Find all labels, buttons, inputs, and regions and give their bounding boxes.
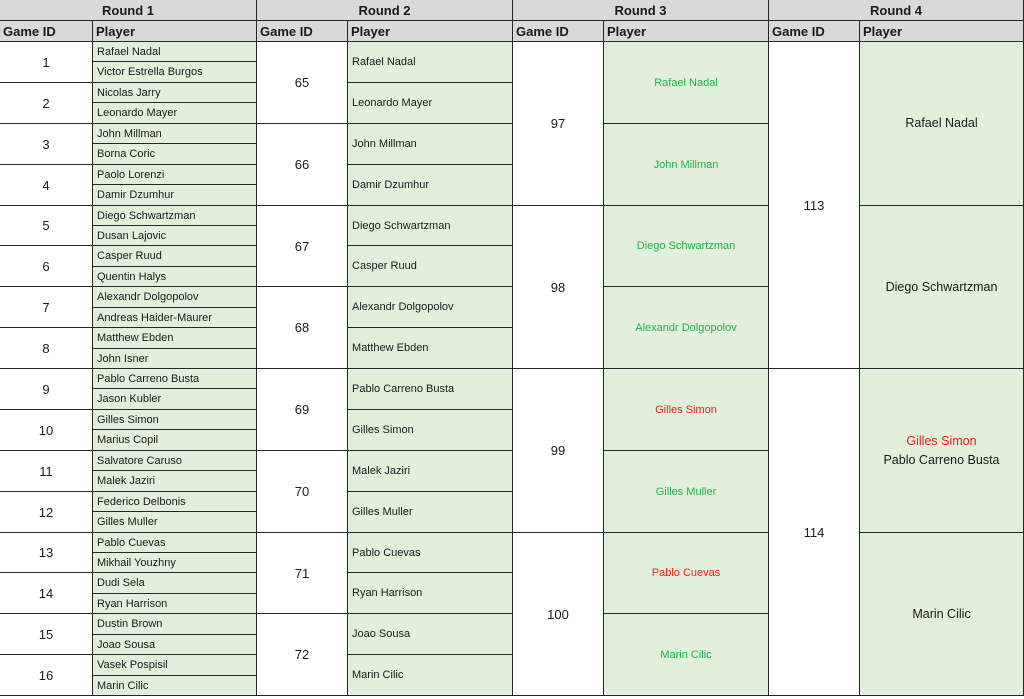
- round3-player-cell: [604, 451, 769, 533]
- round4-player-cell: [860, 533, 1024, 696]
- round1-player-cell: [93, 512, 257, 533]
- cell-text: 100: [547, 606, 569, 622]
- cell-text: Pablo Carreno Busta: [352, 383, 455, 395]
- round1-player-cell: [93, 144, 257, 165]
- round2-game-id: [257, 124, 348, 206]
- round2-player-cell: [348, 451, 513, 492]
- cell-text: Vasek Pospisil: [97, 659, 168, 671]
- round3-player-cell: [604, 533, 769, 614]
- round1-player-cell: [93, 676, 257, 696]
- cell-text: Leonardo Mayer: [352, 97, 433, 109]
- cell-text: Rafael Nadal: [97, 45, 161, 58]
- round4-game-id: [769, 369, 860, 696]
- round3-player-cell: [604, 42, 769, 124]
- cell-text: Andreas Haider-Maurer: [97, 311, 212, 324]
- cell-text: Rafael Nadal: [654, 76, 718, 89]
- cell-text: Matthew Ebden: [352, 342, 429, 354]
- cell-text: 7: [42, 299, 50, 315]
- cell-text: Nicolas Jarry: [97, 86, 161, 99]
- round2-player-cell: [348, 369, 513, 410]
- cell-text: Round 1: [102, 2, 154, 18]
- cell-text: Matthew Ebden: [97, 332, 174, 344]
- cell-text: John Isner: [97, 352, 149, 365]
- round2-game-id: [257, 42, 348, 124]
- cell-text: Dudi Sela: [97, 577, 145, 589]
- round3-player-cell: [604, 124, 769, 206]
- cell-text: John Millman: [653, 158, 719, 171]
- round1-player-cell: [93, 226, 257, 246]
- round-3-title: [513, 0, 769, 21]
- cell-text: 69: [294, 402, 310, 417]
- round3-game-id: [513, 369, 604, 533]
- round1-game-id: [0, 206, 93, 246]
- cell-text: Victor Estrella Burgos: [97, 66, 203, 78]
- player-column-header: [860, 21, 1024, 42]
- cell-text: Round 4: [870, 2, 922, 18]
- round1-player-cell: [93, 451, 257, 471]
- round1-player-cell: [93, 410, 257, 430]
- round1-game-id: [0, 83, 93, 124]
- cell-text: Marin Cilic: [660, 648, 712, 661]
- cell-text: Round 3: [614, 2, 667, 18]
- round2-game-id: [257, 369, 348, 451]
- cell-text: 72: [294, 647, 310, 662]
- round2-player-cell: [348, 328, 513, 369]
- cell-text: Gilles Muller: [352, 506, 413, 518]
- cell-text: Salvatore Caruso: [97, 454, 182, 467]
- cell-text: 66: [294, 157, 310, 172]
- cell-text: Game ID: [260, 23, 313, 39]
- round2-player-cell: [348, 206, 513, 246]
- cell-text: Damir Dzumhur: [97, 189, 175, 201]
- round2-player-cell: [348, 533, 513, 573]
- cell-text: 3: [42, 136, 50, 152]
- round1-player-cell: [93, 185, 257, 206]
- cell-text: Leonardo Mayer: [97, 107, 178, 119]
- cell-text: Game ID: [772, 23, 825, 39]
- cell-text: Gilles Muller: [655, 485, 717, 498]
- round2-player-cell: [348, 165, 513, 206]
- round4-game-id: [769, 42, 860, 369]
- cell-text: 113: [803, 197, 825, 213]
- cell-text: 14: [38, 585, 54, 601]
- cell-text: 10: [38, 422, 54, 438]
- cell-text: 67: [294, 238, 310, 254]
- round1-game-id: [0, 124, 93, 165]
- round2-player-cell: [348, 124, 513, 165]
- cell-text: Borna Coric: [97, 148, 156, 160]
- game-id-column-header: [0, 21, 93, 42]
- cell-text: 16: [38, 667, 54, 683]
- cell-text: Marin Cilic: [352, 669, 404, 681]
- round1-player-cell: [93, 492, 257, 512]
- cell-text: 99: [550, 443, 566, 458]
- player-column-header: [604, 21, 769, 42]
- cell-text: Diego Schwartzman: [352, 219, 451, 232]
- cell-text: Gilles Simon: [97, 413, 159, 426]
- cell-text: Pablo Cuevas: [97, 536, 166, 549]
- cell-text: 98: [550, 279, 566, 295]
- round1-game-id: [0, 451, 93, 492]
- round2-player-cell: [348, 83, 513, 124]
- round2-player-cell: [348, 246, 513, 287]
- round1-player-cell: [93, 308, 257, 328]
- player-column-header: [93, 21, 257, 42]
- round1-game-id: [0, 655, 93, 696]
- cell-text: John Millman: [97, 127, 162, 140]
- round1-game-id: [0, 42, 93, 83]
- round1-game-id: [0, 573, 93, 614]
- cell-text: 15: [38, 626, 54, 642]
- cell-text: 11: [39, 463, 53, 479]
- cell-text: Jason Kubler: [97, 393, 162, 405]
- round2-player-cell: [348, 410, 513, 451]
- round1-game-id: [0, 287, 93, 328]
- cell-text: Marin Cilic: [97, 679, 149, 692]
- round1-player-cell: [93, 165, 257, 185]
- cell-text: Alexandr Dolgopolov: [352, 301, 454, 313]
- cell-text: Diego Schwartzman: [885, 279, 998, 294]
- round-4-title: [769, 0, 1024, 21]
- cell-text: 71: [294, 565, 310, 581]
- round1-game-id: [0, 246, 93, 287]
- round3-player-cell: [604, 206, 769, 287]
- cell-text: Pablo Carreno Busta: [883, 452, 1000, 467]
- round1-player-cell: [93, 430, 257, 451]
- round1-player-cell: [93, 287, 257, 308]
- round1-player-cell: [93, 42, 257, 62]
- round1-game-id: [0, 410, 93, 451]
- cell-text: 65: [294, 75, 310, 90]
- round1-player-cell: [93, 594, 257, 614]
- cell-text: 4: [42, 177, 50, 193]
- round1-player-cell: [93, 124, 257, 144]
- round2-game-id: [257, 206, 348, 287]
- round4-player-cell: [860, 42, 1024, 206]
- round1-game-id: [0, 533, 93, 573]
- cell-text: Marius Copil: [97, 434, 159, 446]
- round3-player-cell: [604, 614, 769, 696]
- round1-player-cell: [93, 328, 257, 349]
- cell-text: John Millman: [352, 138, 417, 150]
- cell-text: Alexandr Dolgopolov: [97, 291, 199, 303]
- cell-text: Dusan Lajovic: [97, 229, 167, 242]
- cell-text: Gilles Simon: [352, 424, 414, 436]
- cell-text: Mikhail Youzhny: [97, 556, 176, 569]
- round2-player-cell: [348, 614, 513, 655]
- cell-text: Dustin Brown: [97, 618, 163, 630]
- round1-player-cell: [93, 267, 257, 287]
- cell-text: Ryan Harrison: [97, 597, 168, 610]
- round2-player-cell: [348, 655, 513, 696]
- cell-text: Malek Jaziri: [97, 475, 156, 487]
- round1-game-id: [0, 492, 93, 533]
- round3-game-id: [513, 533, 604, 696]
- player-column-header: [348, 21, 513, 42]
- cell-text: 12: [38, 504, 54, 520]
- round1-player-cell: [93, 614, 257, 635]
- round1-player-cell: [93, 389, 257, 410]
- cell-text: 2: [42, 95, 50, 111]
- cell-text: Gilles Muller: [97, 516, 158, 528]
- cell-text: 8: [42, 340, 50, 356]
- game-id-column-header: [513, 21, 604, 42]
- round2-player-cell: [348, 573, 513, 614]
- cell-text: 97: [550, 116, 566, 131]
- cell-text: Rafael Nadal: [905, 116, 978, 130]
- cell-text: 9: [42, 381, 50, 397]
- cell-text: Casper Ruud: [97, 250, 162, 262]
- round-2-title: [257, 0, 513, 21]
- cell-text: Pablo Cuevas: [651, 567, 721, 579]
- cell-text: Player: [351, 23, 391, 39]
- round4-player-cell: [860, 206, 1024, 369]
- cell-text: Damir Dzumhur: [352, 179, 430, 191]
- cell-text: Player: [96, 23, 136, 39]
- cell-text: 1: [42, 54, 50, 70]
- round1-player-cell: [93, 83, 257, 103]
- round2-game-id: [257, 614, 348, 696]
- round1-player-cell: [93, 553, 257, 573]
- round1-game-id: [0, 369, 93, 410]
- cell-text: Round 2: [358, 2, 411, 18]
- round2-player-cell: [348, 42, 513, 83]
- cell-text: Player: [607, 23, 647, 39]
- round1-game-id: [0, 614, 93, 655]
- round1-player-cell: [93, 533, 257, 553]
- round1-player-cell: [93, 369, 257, 389]
- round1-player-cell: [93, 62, 257, 83]
- cell-text: Rafael Nadal: [352, 56, 416, 68]
- cell-text: Pablo Cuevas: [352, 546, 421, 559]
- round3-player-cell: [604, 369, 769, 451]
- game-id-column-header: [769, 21, 860, 42]
- cell-text: 68: [294, 320, 310, 335]
- round2-game-id: [257, 287, 348, 369]
- cell-text: Paolo Lorenzi: [97, 168, 165, 181]
- cell-text: Quentin Halys: [97, 270, 167, 283]
- round-1-title: [0, 0, 257, 21]
- round3-game-id: [513, 42, 604, 206]
- round1-player-cell: [93, 103, 257, 124]
- cell-text: Gilles Simon: [655, 403, 717, 416]
- cell-text: Federico Delbonis: [97, 495, 186, 508]
- round2-player-cell: [348, 492, 513, 533]
- game-id-column-header: [257, 21, 348, 42]
- cell-text: 70: [294, 484, 310, 499]
- cell-text: 114: [803, 524, 825, 540]
- round1-player-cell: [93, 246, 257, 267]
- cell-text: Malek Jaziri: [352, 465, 411, 477]
- round1-player-cell: [93, 471, 257, 492]
- round1-game-id: [0, 328, 93, 369]
- cell-text: Ryan Harrison: [352, 587, 423, 599]
- round4-player-cell: [860, 369, 1024, 533]
- cell-text: 5: [42, 218, 50, 233]
- cell-text: Alexandr Dolgopolov: [635, 321, 737, 334]
- round2-player-cell: [348, 287, 513, 328]
- round1-player-cell: [93, 206, 257, 226]
- round3-game-id: [513, 206, 604, 369]
- cell-text: Casper Ruud: [352, 260, 417, 272]
- cell-text: Game ID: [516, 23, 569, 39]
- round1-game-id: [0, 165, 93, 206]
- round1-player-cell: [93, 635, 257, 655]
- cell-text: Diego Schwartzman: [97, 209, 196, 222]
- cell-text: 13: [38, 545, 54, 560]
- round2-game-id: [257, 451, 348, 533]
- cell-text: Marin Cilic: [912, 606, 971, 621]
- cell-text: Game ID: [3, 23, 56, 39]
- cell-text: Gilles Simon: [906, 433, 977, 448]
- cell-text: Joao Sousa: [352, 628, 411, 640]
- round3-player-cell: [604, 287, 769, 369]
- cell-text: Player: [863, 23, 903, 39]
- round1-player-cell: [93, 573, 257, 594]
- cell-text: Diego Schwartzman: [636, 240, 736, 252]
- cell-text: Pablo Carreno Busta: [97, 372, 200, 385]
- cell-text: Joao Sousa: [97, 638, 156, 651]
- round1-player-cell: [93, 655, 257, 676]
- cell-text: 6: [42, 258, 50, 274]
- round2-game-id: [257, 533, 348, 614]
- round1-player-cell: [93, 349, 257, 369]
